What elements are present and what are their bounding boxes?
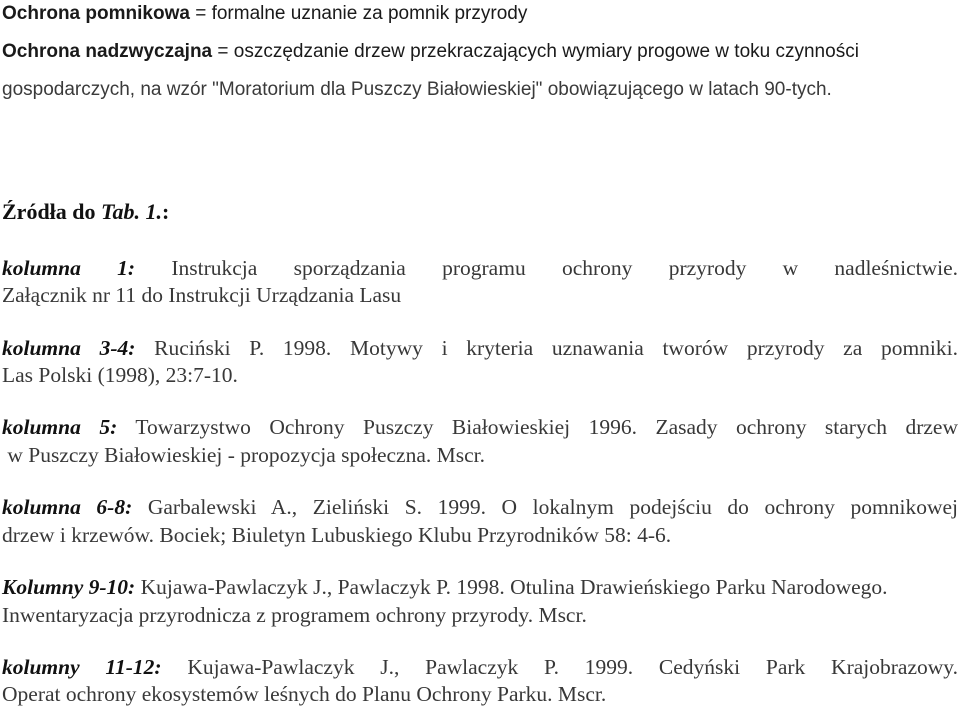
source-text: Kujawa-Pawlaczyk J., Pawlaczyk P. 1998. Otulina Drawieńskiego Parku Narodowego. xyxy=(140,575,888,599)
source-label: kolumna 3-4: xyxy=(2,336,136,360)
source-3-line-1 xyxy=(2,413,958,441)
source-1-line-1 xyxy=(2,254,958,282)
source-label: kolumna 5: xyxy=(2,415,118,439)
source-label: kolumna 1: xyxy=(2,256,136,280)
source-text: Instrukcja sporządzania programu ochrony przyrody w nadleśnictwie. xyxy=(171,256,959,280)
definition-text: formalne uznanie za pomnik przyrody xyxy=(211,3,528,24)
definition-continuation: gospodarczych, na wzór "Moratorium dla Puszczy Białowieskiej" obowiązującego w latach 90-tych. xyxy=(2,79,832,100)
source-4-line-2: drzew i krzewów. Bociek; Biuletyn Lubuskiego Klubu Przyrodników 58: 4-6. xyxy=(2,523,672,547)
source-label: Kolumny 9-10: xyxy=(2,575,136,599)
definition-separator: = xyxy=(212,41,234,62)
source-text: Garbalewski A., Zieliński S. 1999. O lokalnym podejściu do ochrony pomnikowej xyxy=(147,495,958,519)
sources-heading-ref: Tab. 1. xyxy=(101,199,162,224)
definition-line-1 xyxy=(2,0,958,28)
source-text: Towarzystwo Ochrony Puszczy Białowieskiej 1996. Zasady ochrony starych drzew xyxy=(135,415,958,439)
source-text: Ruciński P. 1998. Motywy i kryteria uznawania tworów przyrody za pomniki. xyxy=(154,336,958,360)
source-6-line-2: Operat ochrony ekosystemów leśnych do Planu Ochrony Parku. Mscr. xyxy=(2,682,607,706)
source-1-line-2: Załącznik nr 11 do Instrukcji Urządzania Lasu xyxy=(2,283,402,307)
sources-heading-suffix: : xyxy=(161,199,170,224)
source-text: Kujawa-Pawlaczyk J., Pawlaczyk P. 1999. Cedyński Park Krajobrazowy. xyxy=(187,655,958,679)
source-label: kolumna 6-8: xyxy=(2,495,133,519)
sources-heading xyxy=(2,198,958,226)
definition-line-2 xyxy=(2,38,958,66)
definition-separator: = xyxy=(189,3,212,24)
source-3-line-2: w Puszczy Białowieskiej - propozycja społeczna. Mscr. xyxy=(2,443,486,467)
source-4-line-1 xyxy=(2,493,958,521)
source-5-line-2: Inwentaryzacja przyrodnicza z programem ochrony przyrody. Mscr. xyxy=(2,603,587,627)
source-2-line-1 xyxy=(2,334,958,362)
definition-term: Ochrona pomnikowa xyxy=(2,3,190,24)
sources-heading-prefix: Źródła do xyxy=(2,199,102,224)
source-5-line-1 xyxy=(2,573,958,601)
source-label: kolumny 11-12: xyxy=(2,655,162,679)
definition-text: oszczędzanie drzew przekraczających wymiary progowe w toku czynności xyxy=(233,41,859,62)
source-2-line-2: Las Polski (1998), 23:7-10. xyxy=(2,363,238,387)
definition-term: Ochrona nadzwyczajna xyxy=(2,41,213,62)
source-6-line-1 xyxy=(2,653,958,681)
